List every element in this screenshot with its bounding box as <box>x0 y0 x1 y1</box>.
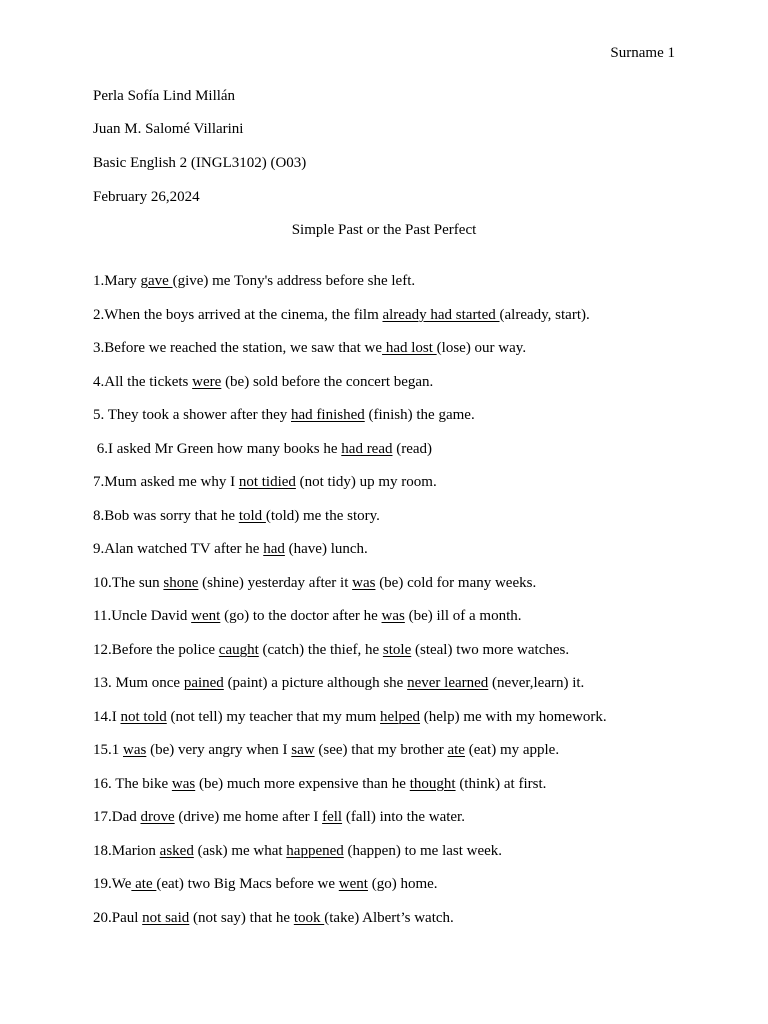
exercise-text: (take) Albert’s watch. <box>324 909 454 926</box>
answer-text: were <box>192 373 222 390</box>
answer-text: had <box>263 541 285 557</box>
exercise-text: 19.We <box>93 876 132 892</box>
exercise-item <box>93 339 693 373</box>
exercise-text: (steal) two more watches. <box>411 641 570 658</box>
exercise-text: (drive) me home after I <box>174 809 323 825</box>
exercise-text: 13. Mum once <box>93 675 184 691</box>
exercise-text: (ask) me what <box>193 842 287 859</box>
exercise-item <box>93 440 693 474</box>
exercise-text: (fall) into the water. <box>342 809 465 825</box>
exercise-text: (eat) two Big Macs before we <box>156 876 339 892</box>
exercise-text: (be) much more expensive than he <box>195 775 410 792</box>
answer-text: took <box>293 909 325 926</box>
exercise-text: (see) that my brother <box>314 742 448 758</box>
exercise-text: 16. The bike <box>93 775 172 792</box>
exercise-text: 12.Before the police <box>93 641 219 658</box>
exercise-item <box>93 808 693 842</box>
course-name: Basic English 2 (INGL3102) (O03) <box>93 155 307 171</box>
answer-text: told <box>238 507 266 524</box>
answer-text: caught <box>218 641 259 658</box>
exercise-item <box>93 674 693 708</box>
exercise-text: 3.Before we reached the station, we saw that we <box>93 340 383 356</box>
exercise-text: 15.1 <box>93 742 123 758</box>
exercise-text: (not tidy) up my room. <box>295 474 437 490</box>
answer-text: happened <box>286 842 344 859</box>
exercise-item <box>93 708 693 742</box>
exercise-text: 6.I asked Mr Green how many books he <box>93 440 342 457</box>
answer-text: already had started <box>382 306 500 323</box>
exercise-text: (never,learn) it. <box>488 675 585 691</box>
answer-text: was <box>171 775 196 792</box>
exercise-item <box>93 909 693 943</box>
exercise-item <box>93 306 693 340</box>
answer-text: went <box>191 608 221 624</box>
exercise-item <box>93 607 693 641</box>
answer-text: not said <box>142 909 190 926</box>
exercise-text: (go) home. <box>367 876 438 892</box>
answer-text: had lost <box>382 340 437 356</box>
exercise-text: 9.Alan watched TV after he <box>93 541 264 557</box>
answer-text: gave <box>140 273 173 289</box>
answer-text: asked <box>159 842 194 859</box>
answer-text: went <box>338 876 368 892</box>
exercise-item <box>93 741 693 775</box>
exercise-item <box>93 473 693 507</box>
exercise-text: 7.Mum asked me why I <box>93 474 239 490</box>
exercise-text: 18.Marion <box>93 842 160 859</box>
exercise-text: 1.Mary <box>93 273 141 289</box>
exercise-text: 10.The sun <box>93 574 164 591</box>
exercise-text: (be) ill of a month. <box>404 608 522 624</box>
answer-text: not told <box>120 708 167 725</box>
exercise-item <box>93 875 693 909</box>
exercise-text: 11.Uncle David <box>93 608 192 624</box>
exercise-text: (think) at first. <box>455 775 547 792</box>
answer-text: had read <box>341 440 393 457</box>
exercise-text: (read) <box>392 440 433 457</box>
exercise-text: (told) me the story. <box>265 507 380 524</box>
exercise-item <box>93 406 693 440</box>
exercise-list <box>93 272 693 942</box>
exercise-text: (catch) the thief, he <box>258 641 383 658</box>
exercise-text: 5. They took a shower after they <box>93 407 291 423</box>
exercise-text: (not say) that he <box>189 909 294 926</box>
answer-text: was <box>381 608 405 624</box>
answer-text: ate <box>447 742 465 758</box>
exercise-item <box>93 641 693 675</box>
answer-text: not tidied <box>238 474 296 490</box>
exercise-text: (be) cold for many weeks. <box>375 574 537 591</box>
running-head: Surname 1 <box>610 45 675 61</box>
exercise-text: 4.All the tickets <box>93 373 193 390</box>
answer-text: pained <box>183 675 224 691</box>
exercise-text: (finish) the game. <box>364 407 475 423</box>
exercise-item <box>93 373 693 407</box>
exercise-item <box>93 507 693 541</box>
answer-text: drove <box>140 809 175 825</box>
exercise-text: (paint) a picture although she <box>223 675 408 691</box>
exercise-text: (have) lunch. <box>284 541 368 557</box>
answer-text: fell <box>322 809 343 825</box>
exercise-text: 20.Paul <box>93 909 143 926</box>
answer-text: never learned <box>407 675 489 691</box>
exercise-text: (be) very angry when I <box>146 742 292 758</box>
exercise-text: (happen) to me last week. <box>343 842 503 859</box>
answer-text: thought <box>409 775 456 792</box>
exercise-text: 8.Bob was sorry that he <box>93 507 239 524</box>
answer-text: shone <box>163 574 199 591</box>
student-name: Perla Sofía Lind Millán <box>93 88 236 104</box>
exercise-text: (go) to the doctor after he <box>220 608 382 624</box>
exercise-item <box>93 540 693 574</box>
exercise-text: (eat) my apple. <box>464 742 560 758</box>
answer-text: saw <box>291 742 315 758</box>
exercise-item <box>93 574 693 608</box>
answer-text: was <box>352 574 376 591</box>
exercise-text: (be) sold before the concert began. <box>221 373 434 390</box>
exercise-item <box>93 842 693 876</box>
instructor-name: Juan M. Salomé Villarini <box>93 121 244 137</box>
document-date: February 26,2024 <box>93 189 200 205</box>
exercise-text: (already, start). <box>499 306 590 323</box>
answer-text: was <box>123 742 147 758</box>
exercise-text: (shine) yesterday after it <box>198 574 353 591</box>
exercise-text: 17.Dad <box>93 809 141 825</box>
answer-text: helped <box>380 708 421 725</box>
answer-text: ate <box>131 876 157 892</box>
document-title: Simple Past or the Past Perfect <box>291 222 477 238</box>
exercise-text: (help) me with my homework. <box>420 708 607 725</box>
answer-text: had finished <box>291 407 365 423</box>
exercise-text: 14.I <box>93 708 121 725</box>
exercise-item <box>93 775 693 809</box>
exercise-item <box>93 272 693 306</box>
exercise-text: (not tell) my teacher that my mum <box>166 708 381 725</box>
exercise-text: (give) me Tony's address before she left. <box>172 273 416 289</box>
exercise-text: (lose) our way. <box>436 340 527 356</box>
exercise-text: 2.When the boys arrived at the cinema, the film <box>93 306 383 323</box>
answer-text: stole <box>382 641 412 658</box>
